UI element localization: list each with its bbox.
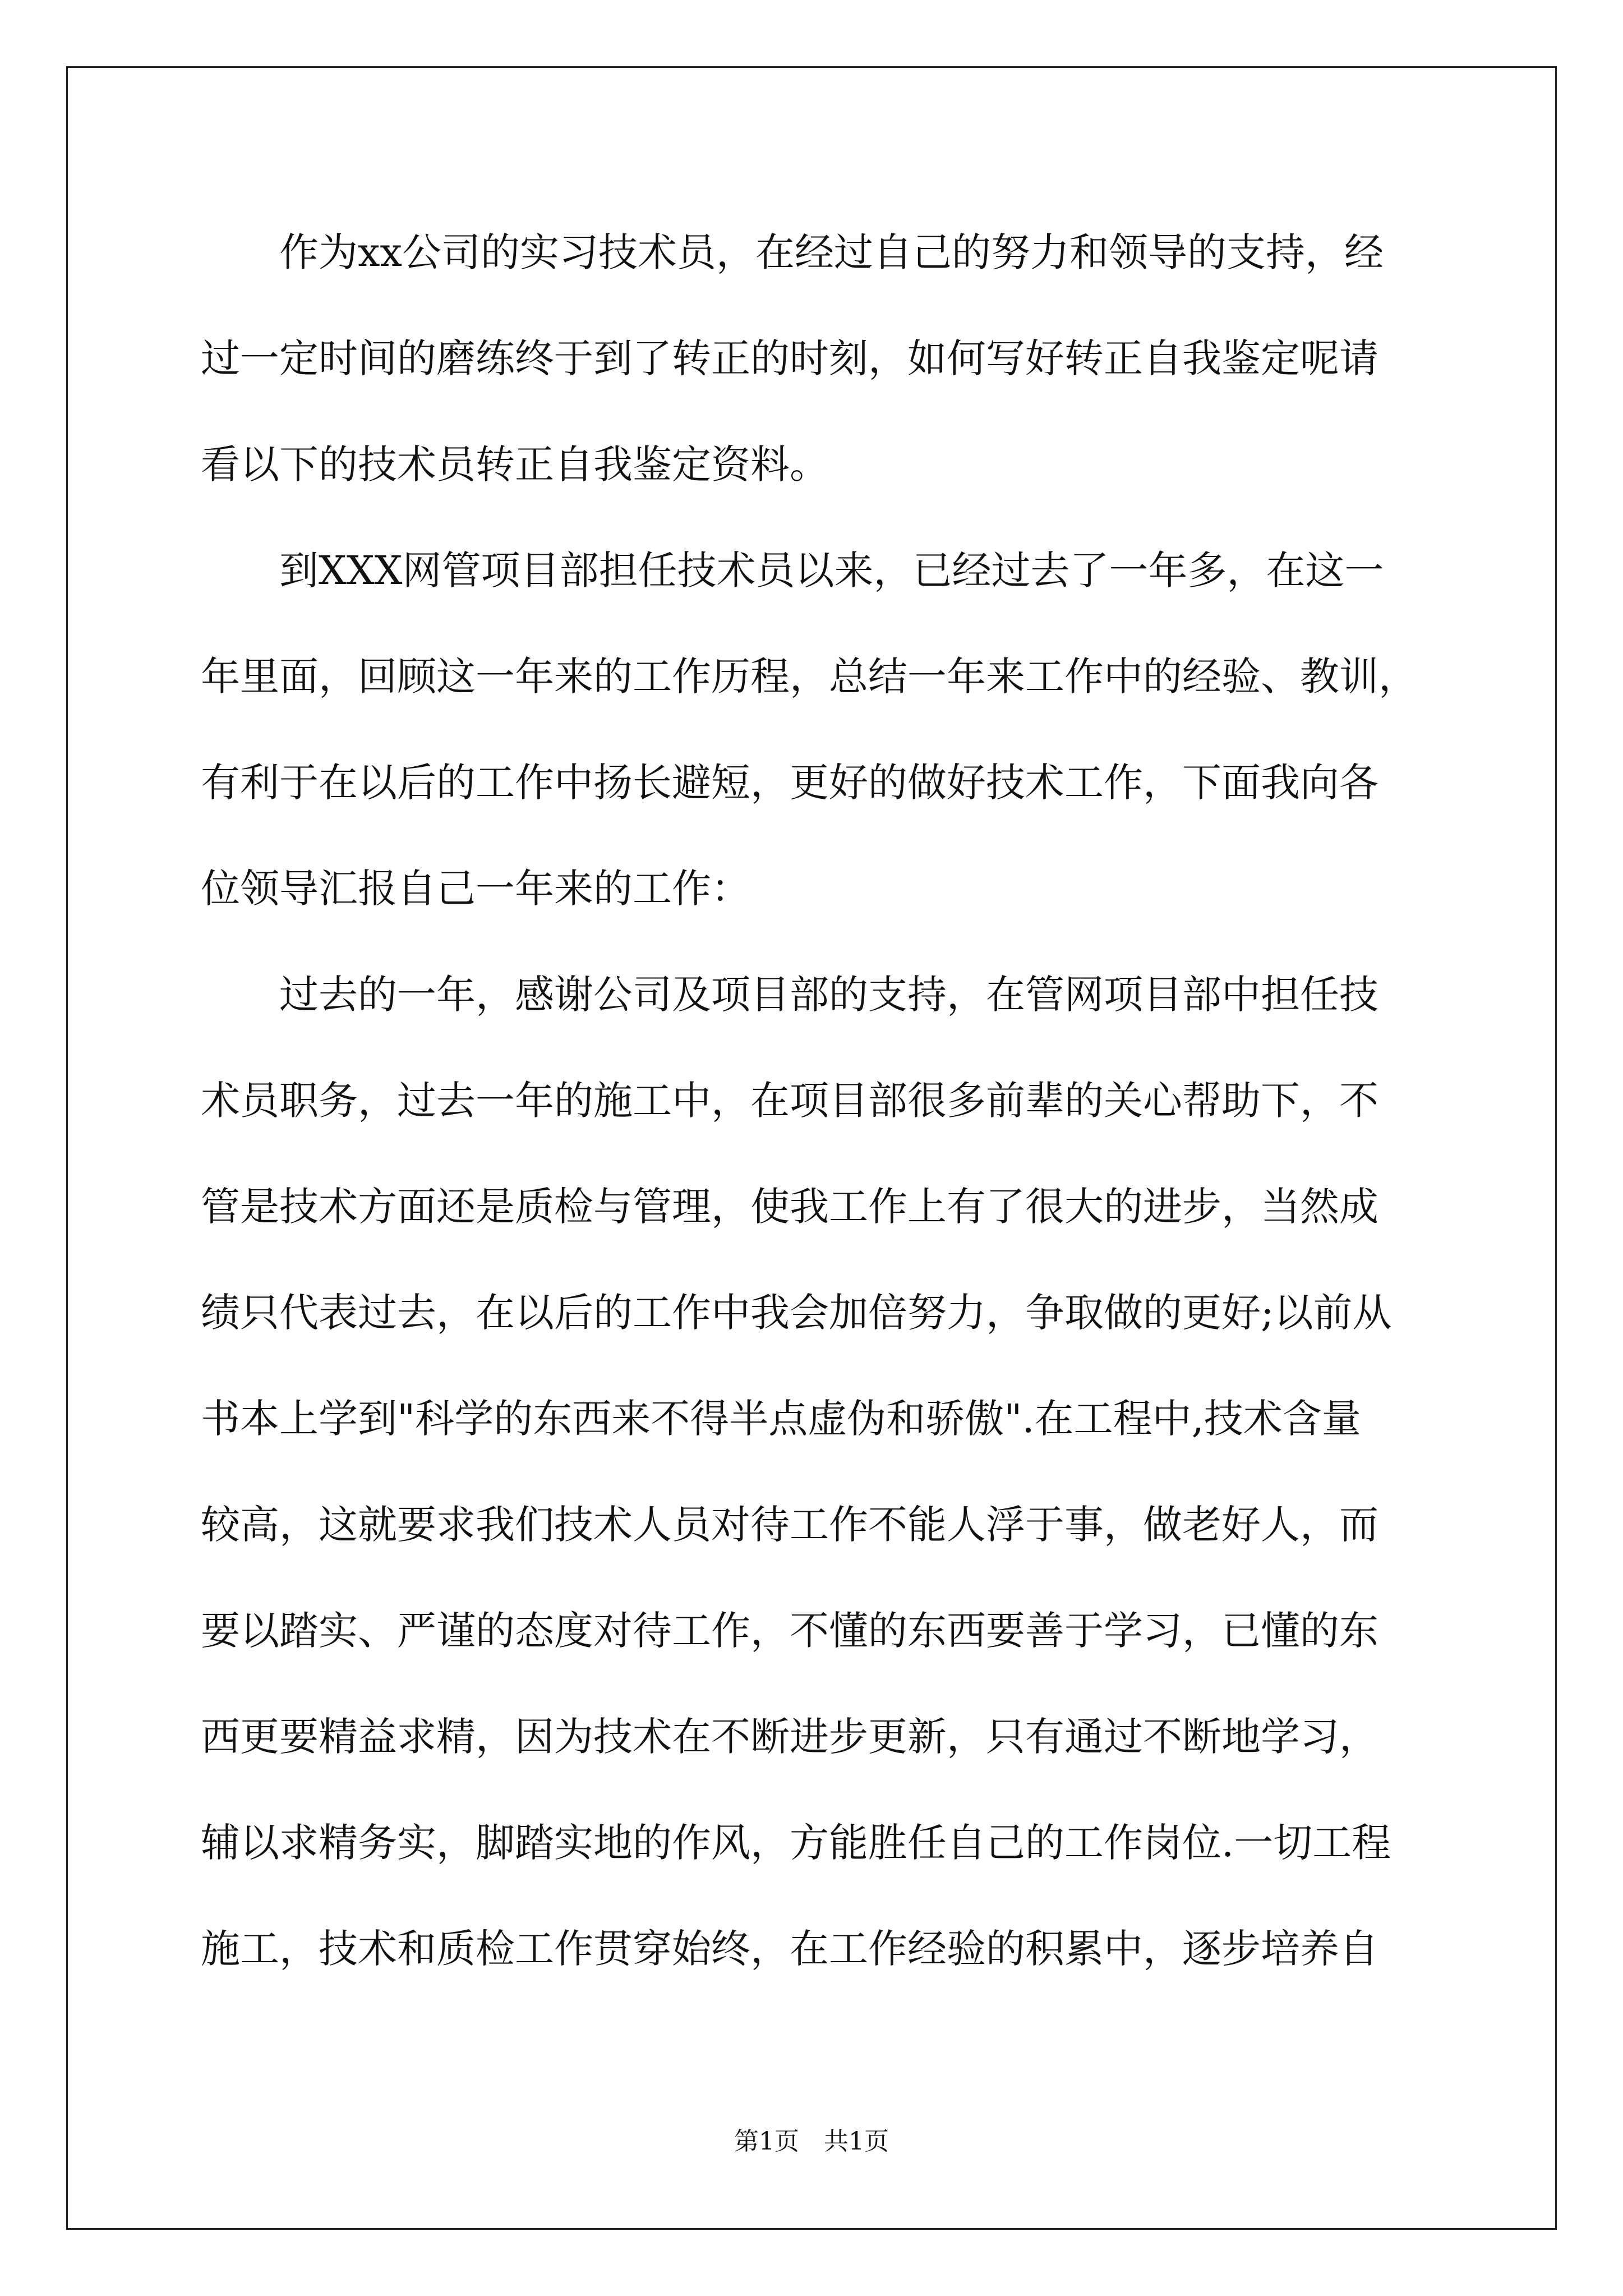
text-line: 术员职务，过去一年的施工中，在项目部很多前辈的关心帮助下，不 (201, 1078, 1378, 1124)
page-number-footer: 第1页 共1页 (734, 2127, 889, 2156)
text-line: 位领导汇报自己一年来的工作： (201, 866, 750, 912)
text-line: 书本上学到"科学的东西来不得半点虚伪和骄傲".在工程中,技术含量 (201, 1396, 1361, 1442)
text-line: 有利于在以后的工作中扬长避短，更好的做好技术工作，下面我向各 (201, 760, 1378, 806)
text-line: 辅以求精务实，脚踏实地的作风，方能胜任自己的工作岗位.一切工程 (201, 1820, 1391, 1866)
text-line: 到XXX网管项目部担任技术员以来，已经过去了一年多，在这一 (201, 547, 1384, 593)
text-line: 施工，技术和质检工作贯穿始终，在工作经验的积累中，逐步培养自 (201, 1926, 1378, 1972)
text-line: 要以踏实、严谨的态度对待工作，不懂的东西要善于学习，已懂的东 (201, 1608, 1378, 1654)
text-line: 过一定时间的磨练终于到了转正的时刻，如何写好转正自我鉴定呢请 (201, 335, 1378, 381)
text-line: 年里面，回顾这一年来的工作历程，总结一年来工作中的经验、教训， (201, 654, 1418, 700)
text-line: 过去的一年，感谢公司及项目部的支持，在管网项目部中担任技 (201, 972, 1378, 1018)
text-line: 西更要精益求精，因为技术在不断进步更新，只有通过不断地学习， (201, 1714, 1378, 1760)
text-line: 看以下的技术员转正自我鉴定资料。 (201, 441, 829, 487)
text-line: 绩只代表过去，在以后的工作中我会加倍努力，争取做的更好;以前从 (201, 1290, 1392, 1336)
text-line: 作为xx公司的实习技术员，在经过自己的努力和领导的支持，经 (201, 229, 1384, 275)
text-line: 管是技术方面还是质检与管理，使我工作上有了很大的进步，当然成 (201, 1184, 1378, 1230)
document-body (201, 219, 1429, 2021)
text-line: 较高，这就要求我们技术人员对待工作不能人浮于事，做老好人，而 (201, 1502, 1378, 1548)
